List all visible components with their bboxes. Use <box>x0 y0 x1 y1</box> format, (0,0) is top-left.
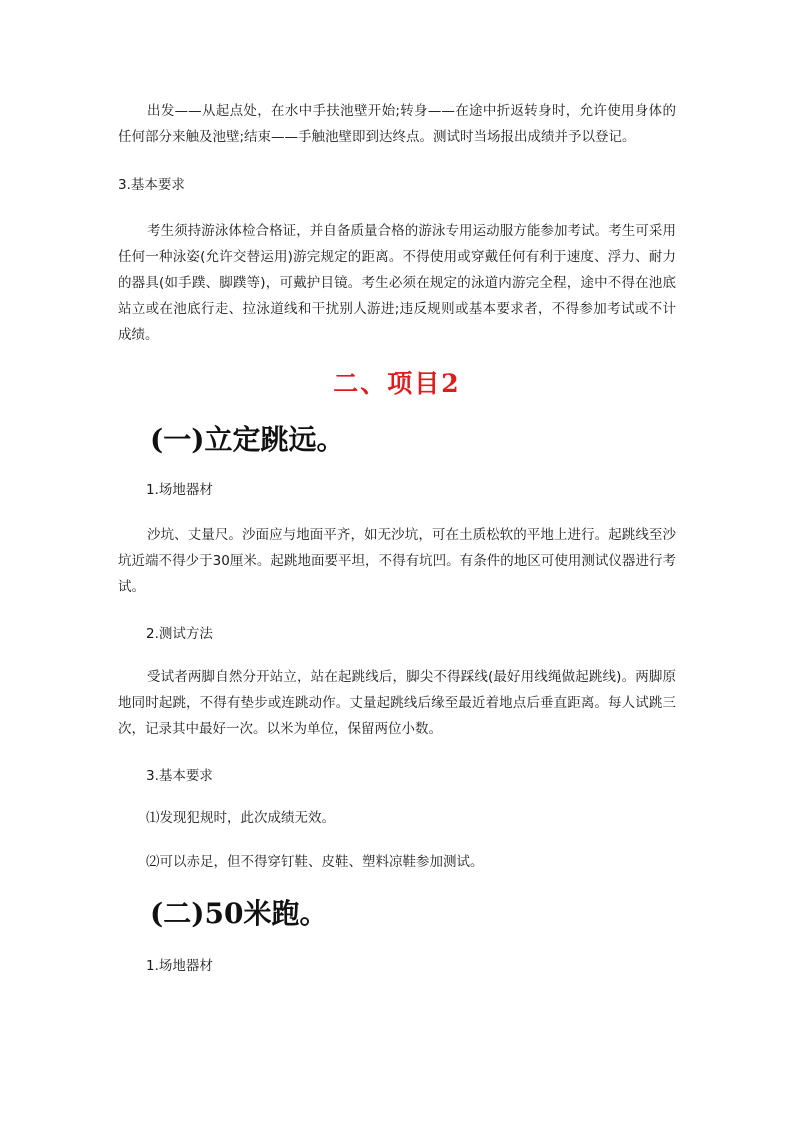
jump-requirement-item-2: ⑵可以赤足，但不得穿钉鞋、皮鞋、塑料凉鞋参加测试。 <box>146 854 484 870</box>
jump-method-heading: 2.测试方法 <box>146 626 213 642</box>
jump-requirements-heading: 3.基本要求 <box>146 768 213 784</box>
part-2-title: 二、项目2 <box>333 369 461 398</box>
jump-method-paragraph: 受试者两脚自然分开站立，站在起跳线后，脚尖不得踩线(最好用线绳做起跳线)。两脚原地同时起跳，不得有垫步或连跳动作。丈量起跳线后缘至最近着地点后垂直距离。每人试跳三次，记录其中最好一次。以米为单位，保留两位小数。 <box>118 669 676 737</box>
jump-requirement-item-1: ⑴发现犯规时，此次成绩无效。 <box>146 810 335 826</box>
standing-long-jump-title: (一)立定跳远。 <box>150 423 345 456</box>
swim-requirements-paragraph: 考生须持游泳体检合格证，并自备质量合格的游泳专用运动服方能参加考试。考生可采用任何一种泳姿(允许交替运用)游完规定的距离。不得使用或穿戴任何有利于速度、浮力、耐力的器具(如手蹼、脚蹼等)，可戴护目镜。考生必须在规定的泳道内游完全程，途中不得在池底站立或在池底行走、拉泳道线和干扰别人游进;违反规则或基本要求者，不得参加考试或不计成绩。 <box>118 223 676 343</box>
fifty-meter-run-title: (二)50米跑。 <box>150 897 328 930</box>
jump-equipment-heading: 1.场地器材 <box>146 482 213 498</box>
run-equipment-heading: 1.场地器材 <box>146 958 213 974</box>
swim-requirements-heading: 3.基本要求 <box>118 177 185 193</box>
swim-method-paragraph: 出发——从起点处，在水中手扶池壁开始;转身——在途中折返转身时，允许使用身体的任何部分来触及池壁;结束——手触池壁即到达终点。测试时当场报出成绩并予以登记。 <box>118 103 676 145</box>
jump-equipment-paragraph: 沙坑、丈量尺。沙面应与地面平齐，如无沙坑，可在土质松软的平地上进行。起跳线至沙坑近端不得少于30厘米。起跳地面要平坦，不得有坑凹。有条件的地区可使用测试仪器进行考试。 <box>118 527 676 595</box>
